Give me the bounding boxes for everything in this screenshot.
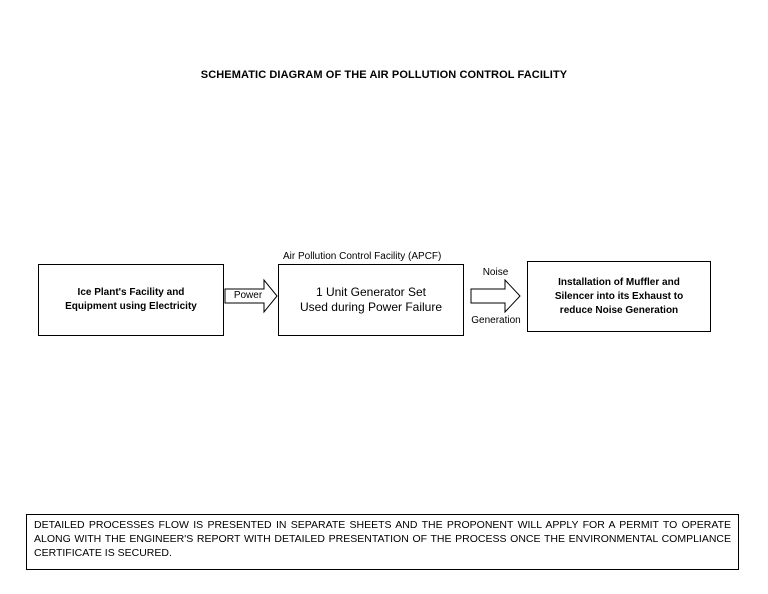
muffler-silencer-text: Installation of Muffler and Silencer into its Exhaust to reduce Noise Generation	[554, 276, 684, 316]
noise-label: Noise	[482, 267, 509, 278]
ice-plant-facility-text: Ice Plant's Facility and Equipment using Electricity	[65, 287, 197, 312]
noise-arrow	[470, 279, 522, 315]
generator-set-box	[278, 264, 464, 336]
power-label: Power	[233, 290, 263, 301]
process-flow-note: DETAILED PROCESSES FLOW IS PRESENTED IN SEPARATE SHEETS AND THE PROPONENT WILL APPLY FOR A PERMIT TO OPERATE ALONG WITH THE ENGINEER'S REPORT WITH DETAILED PRESENTATION OF THE PROCESS ONCE THE ENVIRONMENTAL COMPLIANCE CERTIFICATE IS SECURED.	[26, 514, 739, 570]
generation-label: Generation	[471, 315, 521, 326]
diagram-title: SCHEMATIC DIAGRAM OF THE AIR POLLUTION CONTROL FACILITY	[200, 69, 568, 81]
muffler-silencer-box	[527, 261, 711, 332]
generator-set-text: 1 Unit Generator Set Used during Power Failure	[299, 285, 443, 314]
ice-plant-facility-box	[38, 264, 224, 336]
apcf-group-label: Air Pollution Control Facility (APCF)	[283, 251, 442, 262]
